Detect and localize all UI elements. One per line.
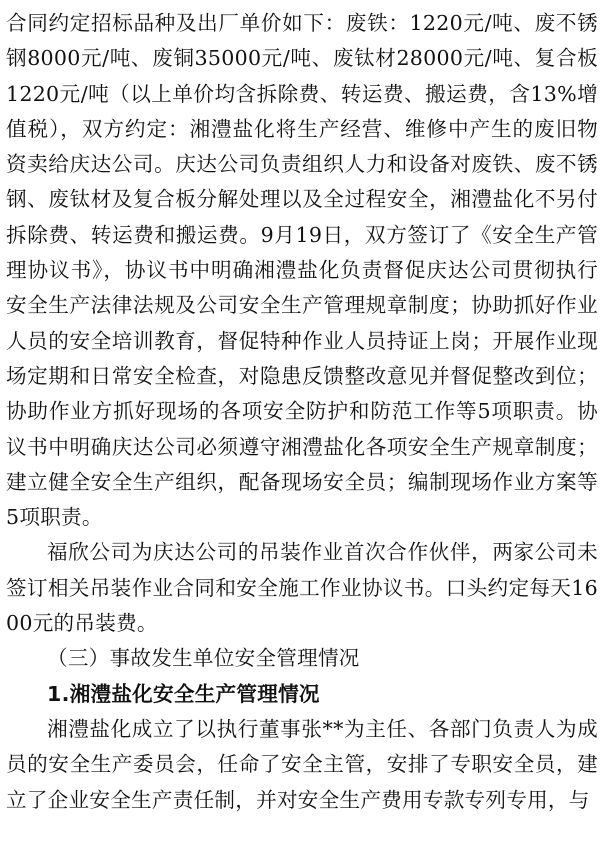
document-page xyxy=(6,6,598,818)
subsection-heading: 1.湘澧盐化安全生产管理情况 xyxy=(47,681,320,706)
body-paragraph-contract: 合同约定招标品种及出厂单价如下：废铁：1220元/吨、废不锈钢8000元/吨、废铜35000元/吨、废钛材28000元/吨、复合板1220元/吨（以上单价均含拆除费、转运费、搬运费，含13%增值税），双方约定：湘澧盐化将生产经营、维修中产生的废旧物资卖给庆达公司。庆达公司负责组织人力和设备对废铁、废不锈钢、废钛材及复合板分解处理以及全过程安全，湘澧盐化不另付拆除费、转运费和搬运费。9月19日，双方签订了《安全生产管理协议书》，协议书中明确湘澧盐化负责督促庆达公司贯彻执行安全生产法律法规及公司安全生产管理规章制度；协助抓好作业人员的安全培训教育，督促特种作业人员持证上岗；开展作业现场定期和日常安全检查，对隐患反馈整改意见并督促整改到位；协助作业方抓好现场的各项安全防护和防范工作等5项职责。协议书中明确庆达公司必须遵守湘澧盐化各项安全生产规章制度；建立健全安全生产组织，配备现场安全员；编制现场作业方案等5项职责。 xyxy=(6,11,598,530)
body-paragraph-lifting: 福欣公司为庆达公司的吊装作业首次合作伙伴，两家公司未签订相关吊装作业合同和安全施工作业协议书。口头约定每天1600元的吊装费。 xyxy=(6,540,598,636)
body-paragraph-management: 湘澧盐化成立了以执行董事张**为主任、各部门负责人为成员的安全生产委员会，任命了安全主管，安排了专职安全员，建立了企业安全生产责任制，并对安全生产费用专款专列专用，与 xyxy=(6,716,598,812)
section-heading: （三）事故发生单位安全管理情况 xyxy=(47,646,360,671)
